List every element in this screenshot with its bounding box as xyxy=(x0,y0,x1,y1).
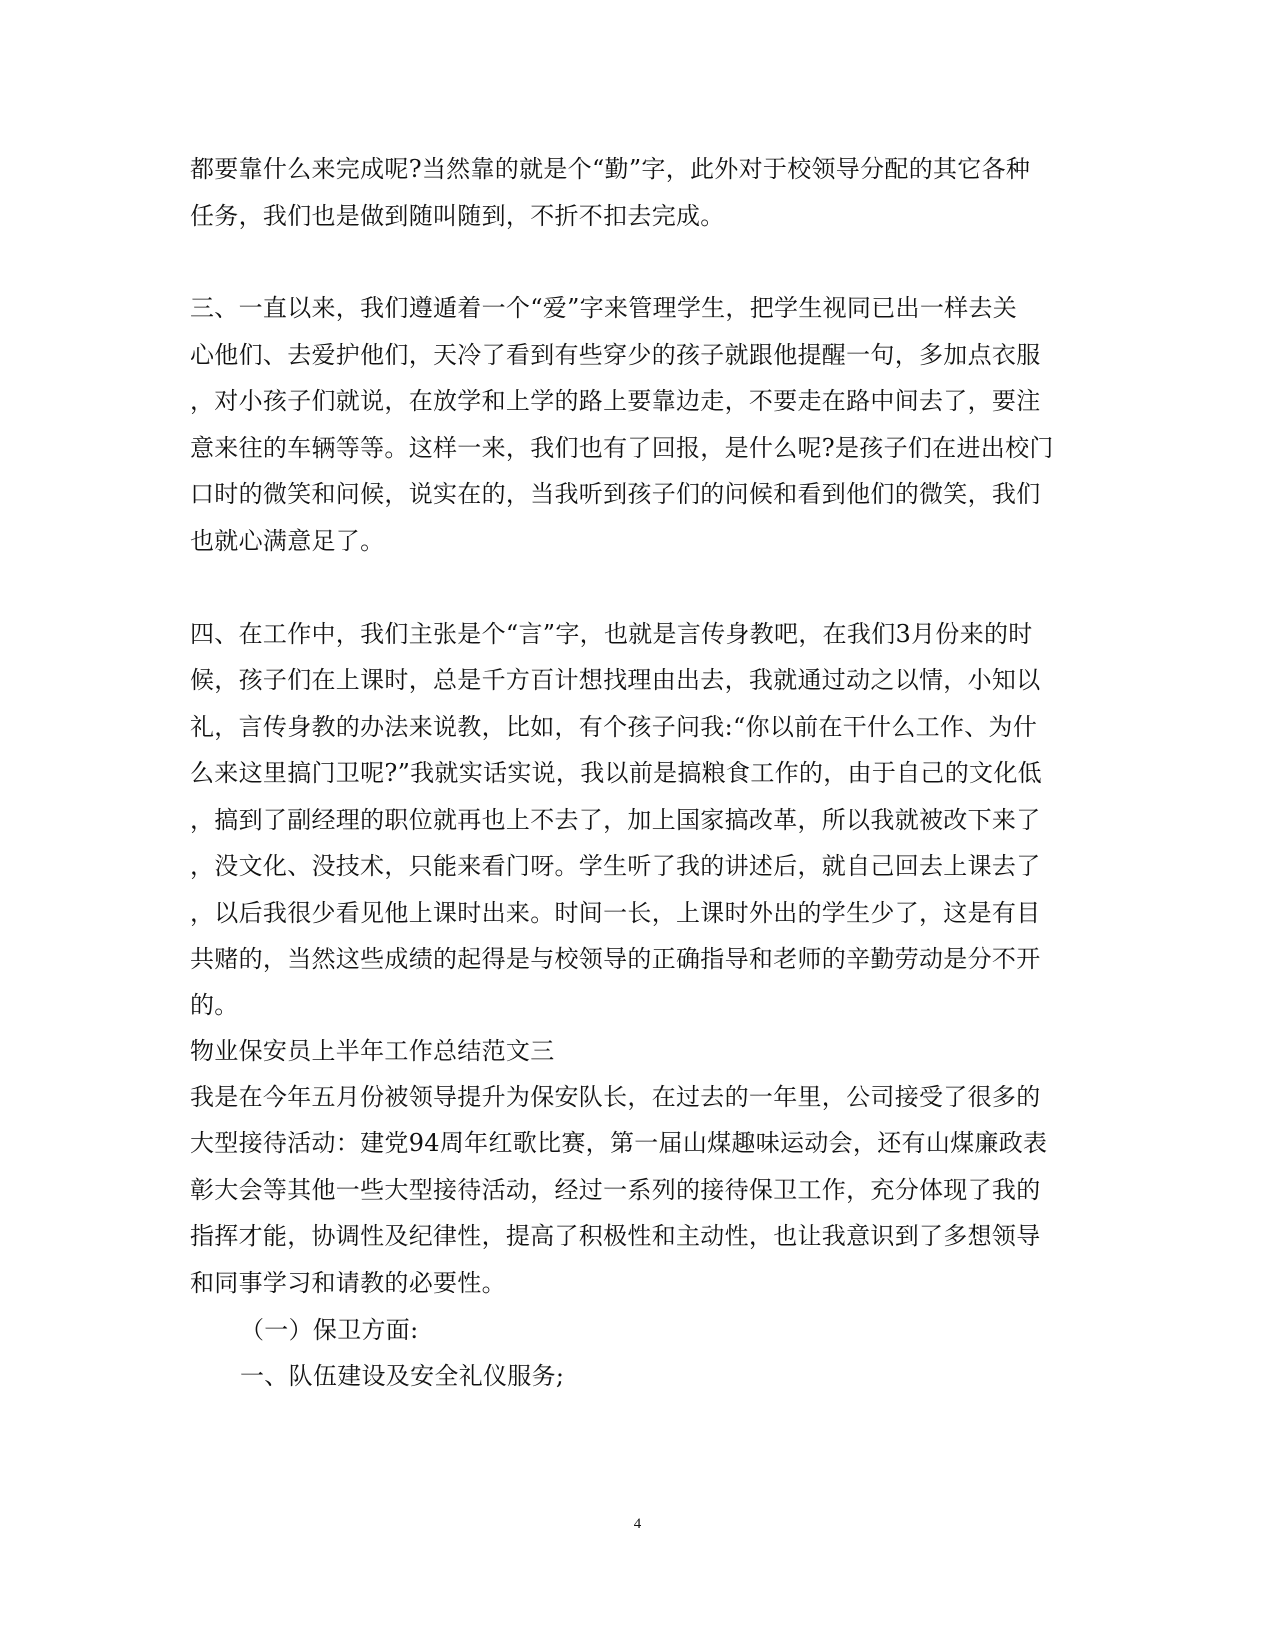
text-line: 彰大会等其他一些大型接待活动，经过一系列的接待保卫工作，充分体现了我的 xyxy=(190,1176,1041,1204)
text-line: 四、在工作中，我们主张是个“言”字，也就是言传身教吧，在我们3月份来的时 xyxy=(190,620,1033,648)
subsection-heading: （一）保卫方面: xyxy=(240,1316,419,1344)
text-line: 心他们、去爱护他们，天冷了看到有些穿少的孩子就跟他提醒一句，多加点衣服 xyxy=(190,341,1041,369)
text-line: ，搞到了副经理的职位就再也上不去了，加上国家搞改革，所以我就被改下来了 xyxy=(190,806,1041,834)
text-line: 我是在今年五月份被领导提升为保安队长，在过去的一年里，公司接受了很多的 xyxy=(190,1083,1041,1111)
text-line: 也就心满意足了。 xyxy=(190,527,385,555)
text-line: 指挥才能，协调性及纪律性，提高了积极性和主动性，也让我意识到了多想领导 xyxy=(190,1222,1041,1250)
text-line: ，没文化、没技术，只能来看门呀。学生听了我的讲述后，就自己回去上课去了 xyxy=(190,852,1041,880)
text-line: 三、一直以来，我们遵遁着一个“爱”字来管理学生，把学生视同已出一样去关 xyxy=(190,294,1018,322)
text-line: 口时的微笑和问候，说实在的，当我听到孩子们的问候和看到他们的微笑，我们 xyxy=(190,480,1041,508)
text-line: 大型接待活动：建党94周年红歌比赛，第一届山煤趣味运动会，还有山煤廉政表 xyxy=(190,1129,1048,1157)
text-line: 的。 xyxy=(190,991,239,1019)
text-line: 么来这里搞门卫呢?”我就实话实说，我以前是搞粮食工作的，由于自己的文化低 xyxy=(190,759,1042,787)
section-heading: 物业保安员上半年工作总结范文三 xyxy=(190,1037,555,1065)
subsection-heading: 一、队伍建设及安全礼仪服务; xyxy=(240,1362,565,1390)
text-line: 意来往的车辆等等。这样一来，我们也有了回报，是什么呢?是孩子们在进出校门 xyxy=(190,434,1054,462)
text-line: 任务，我们也是做到随叫随到，不折不扣去完成。 xyxy=(190,202,725,230)
text-line: ，对小孩子们就说，在放学和上学的路上要靠边走，不要走在路中间去了，要注 xyxy=(190,387,1041,415)
page-number: 4 xyxy=(633,1516,642,1532)
text-line: ，以后我很少看见他上课时出来。时间一长，上课时外出的学生少了，这是有目 xyxy=(190,899,1041,927)
text-line: 共赌的，当然这些成绩的起得是与校领导的正确指导和老师的辛勤劳动是分不开 xyxy=(190,945,1041,973)
text-line: 候，孩子们在上课时，总是千方百计想找理由出去，我就通过动之以情，小知以 xyxy=(190,666,1041,694)
text-line: 都要靠什么来完成呢?当然靠的就是个“勤”字，此外对于校领导分配的其它各种 xyxy=(190,155,1031,183)
text-line: 礼，言传身教的办法来说教，比如，有个孩子问我:“你以前在干什么工作、为什 xyxy=(190,713,1038,741)
text-line: 和同事学习和请教的必要性。 xyxy=(190,1269,506,1297)
